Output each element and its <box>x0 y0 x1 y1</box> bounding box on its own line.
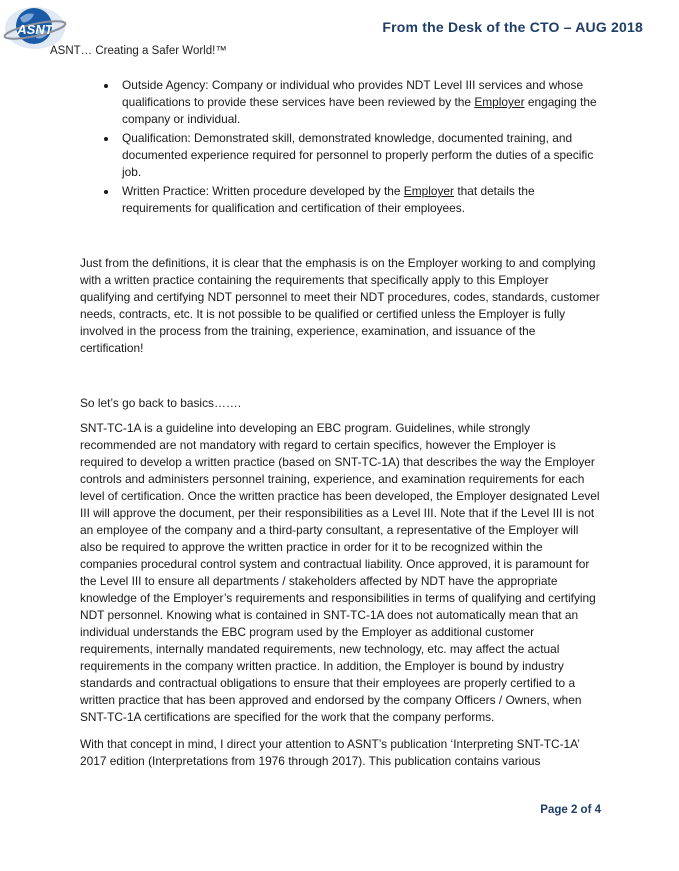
document-body <box>80 77 600 770</box>
definition-written-practice: • Written Practice: Written procedure developed by the Employer that details the requirements for qualification and certification of their employees. <box>118 183 600 217</box>
tagline: ASNT… Creating a Safer World!™ <box>50 45 227 57</box>
paragraph-interpreting-publication: With that concept in mind, I direct your attention to ASNT’s publication ‘Interpreting SNT-TC-1A’ 2017 edition (Interpretations from 1976 through 2017). This publication contains various <box>80 737 580 768</box>
paragraph-back-to-basics: So let’s go back to basics……. <box>80 396 242 410</box>
definition-qualification: • Qualification: Demonstrated skill, demonstrated knowledge, documented training, and documented experience required for personnel to properly perform the duties of a specific job. <box>118 130 600 181</box>
paragraph-snt-tc-1a: SNT-TC-1A is a guideline into developing an EBC program. Guidelines, while strongly recommended are not mandatory with regard to certain specifics, however the Employer is required to develop a written practice (based on SNT-TC-1A) that describes the way the Employer controls and administers personnel training, experience, and examination requirements for each level of certification. Once the written practice has been developed, the Employer designated Level III will approve the document, per their responsibilities as a Level III. Note that if the Level III is not an employee of the company and a third-party consultant, a representative of the Employer will also be required to approve the written practice in order for it to be recognized within the companies procedural control system and contractual liability. Once approved, it is paramount for the Level III to ensure all departments / stakeholders affected by NDT have the appropriate knowledge of the Employer’s requirements and responsibilities in terms of qualifying and certifying NDT personnel. Knowing what is contained in SNT-TC-1A does not automatically mean that an individual understands the EBC program used by the Employer as additional customer requirements, internally mandated requirements, new technology, etc. may affect the actual requirements in the company written practice. In addition, the Employer is bound by industry standards and contractual obligations to ensure that their employees are properly certified to a written practice that has been approved and endorsed by the company Officers / Owners, when SNT-TC-1A certifications are specified for the work that the company performs. <box>80 421 600 724</box>
logo-text: ASNT <box>17 22 53 37</box>
page-number: Page 2 of 4 <box>540 804 601 816</box>
employer-term: Employer <box>403 184 455 198</box>
definitions-list <box>80 77 600 217</box>
definition-outside-agency: • Outside Agency: Company or individual who provides NDT Level III services and whose qualifications to provide these services have been reviewed by the Employer engaging the company or individual. <box>118 77 600 128</box>
page-header-title: From the Desk of the CTO – AUG 2018 <box>382 19 643 35</box>
paragraph-definitions-emphasis: Just from the definitions, it is clear that the emphasis is on the Employer working to and complying with a written practice containing the requirements that specifically apply to this Employer qualifying and certifying NDT personnel to meet their NDT procedures, codes, standards, customer needs, contracts, etc. It is not possible to be qualified or certified unless the Employer is fully involved in the process from the training, experience, examination, and issuance of the certification! <box>80 256 600 355</box>
employer-term: Employer <box>474 95 525 109</box>
